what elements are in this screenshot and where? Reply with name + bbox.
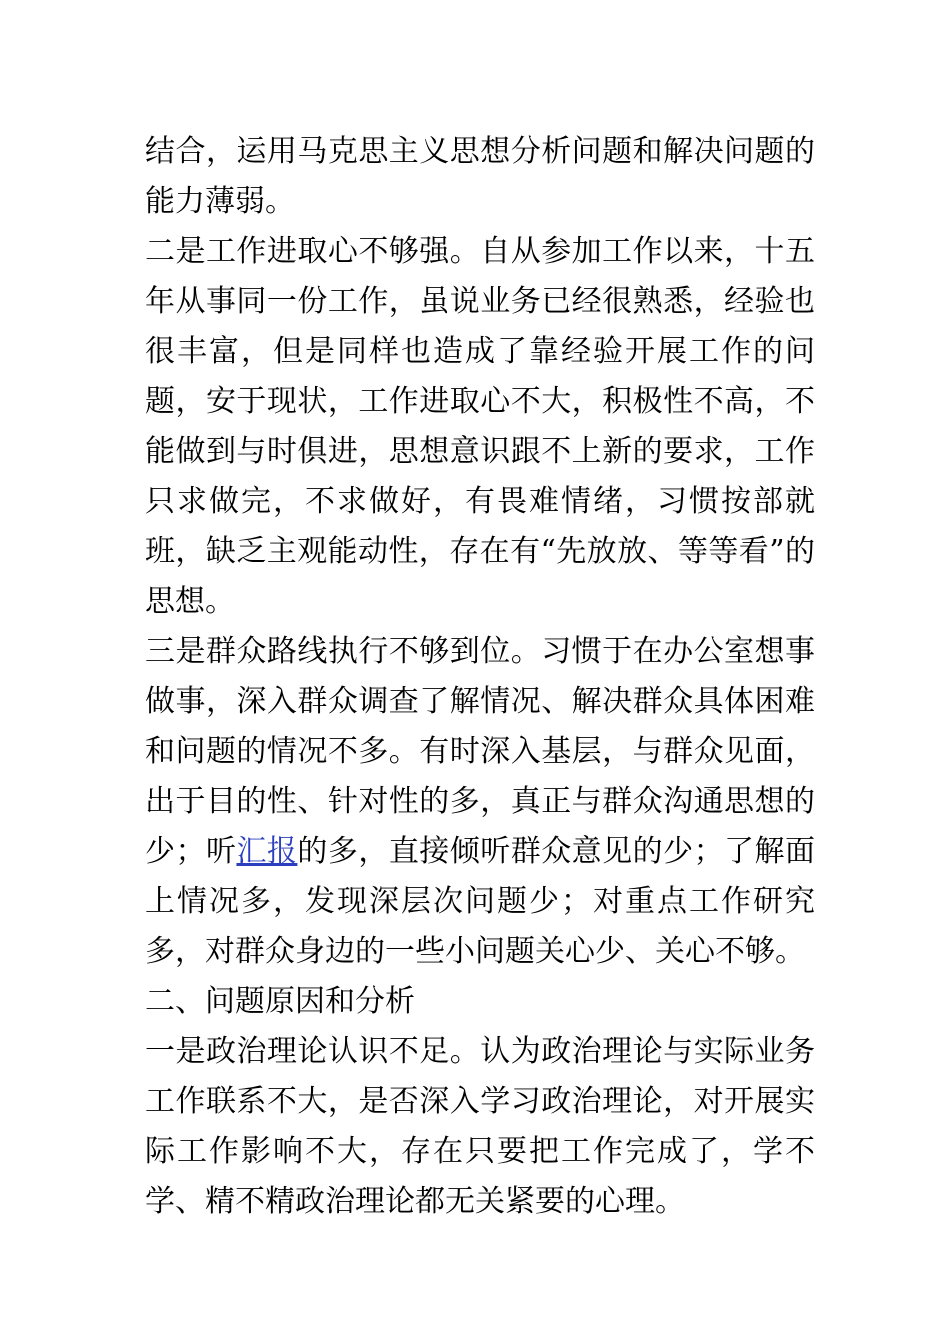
paragraph-3-text-after-link: 的多，直接倾听群众意见的少；了解面上情况多，发现深层次问题少；对重点工作研究多，对群众身边的一些小问题关心少、关心不够。 [145,834,816,969]
report-link[interactable]: 汇报 [236,834,298,869]
section-heading: 二、问题原因和分析 [145,984,415,1019]
paragraph-3-text-before-link: 三是群众路线执行不够到位。习惯于在办公室想事做事，深入群众调查了解情况、解决群众具体困难和问题的情况不多。有时深入基层，与群众见面，出于目的性、针对性的多，真正与群众沟通思想的少；听 [145,634,815,869]
document-body [145,127,815,1227]
paragraph-5: 一是政治理论认识不足。认为政治理论与实际业务工作联系不大，是否深入学习政治理论，对开展实际工作影响不大，存在只要把工作完成了，学不学、精不精政治理论都无关紧要的心理。 [145,1034,815,1219]
paragraph-1: 结合，运用马克思主义思想分析问题和解决问题的能力薄弱。 [145,134,815,219]
paragraph-2: 二是工作进取心不够强。自从参加工作以来，十五年从事同一份工作，虽说业务已经很熟悉，经验也很丰富，但是同样也造成了靠经验开展工作的问题，安于现状，工作进取心不大，积极性不高，不能做到与时俱进，思想意识跟不上新的要求，工作只求做完，不求做好，有畏难情绪，习惯按部就班，缺乏主观能动性，存在有“先放放、等等看”的思想。 [145,234,815,619]
paragraph-3 [145,627,815,977]
